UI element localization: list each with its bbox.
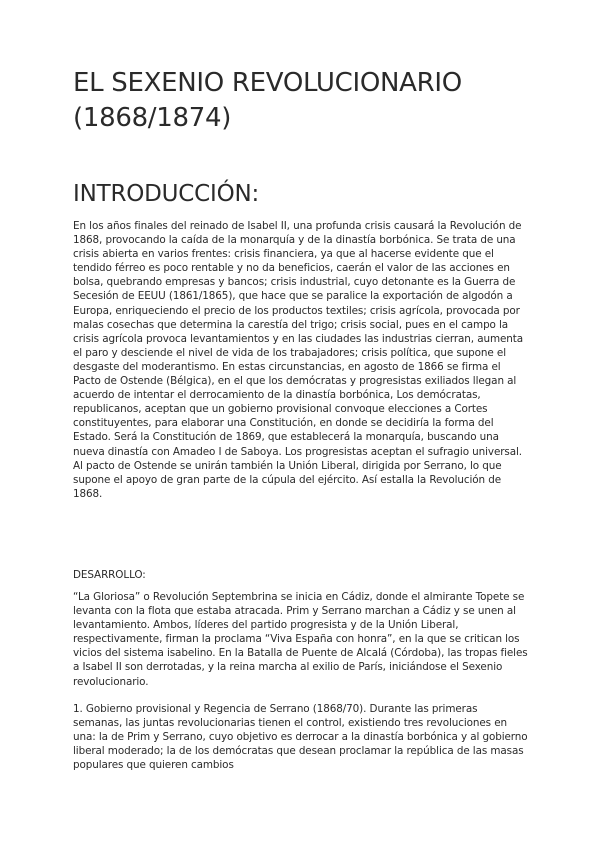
document-title: EL SEXENIO REVOLUCIONARIO (1868/1874) — [73, 68, 462, 133]
introduction-paragraph: En los años finales del reinado de Isabel II, una profunda crisis causará la Revolución de 1868, provocando la caída de la monarquía y de la dinastía borbónica. Se trata de una crisis abierta en varios frentes: crisis financiera, ya que al hacerse evidente que el tendido férreo es poco rentable y no da beneficios, caerán el valor de las acciones en bolsa, quebrando empresas y bancos; crisis industrial, cuyo detonante es la Guerra de Secesión de EEUU (1861/1865), que hace que se paralice la exportación de algodón a Europa, enriqueciendo el precio de los productos textiles; crisis agrícola, provocada por malas cosechas que determina la carestía del trigo; crisis social, pues en el campo la crisis agrícola provoca levantamientos y en las ciudades las industrias cierran, aumenta el paro y desciende el nivel de vida de los trabajadores; crisis política, que supone el desgaste del moderantismo. En estas circunstancias, en agosto de 1866 se firma el Pacto de Ostende (Bélgica), en el que los demócratas y progresistas exiliados llegan al acuerdo de intentar el derrocamiento de la dinastía borbónica, Los demócratas, republicanos, aceptan que un gobierno provisional convoque elecciones a Cortes constituyentes, para elaborar una Constitución, en donde se decidiría la forma del Estado. Será la Constitución de 1869, que establecerá la monarquía, buscando una nueva dinastía con Amadeo I de Saboya. Los progresistas aceptan el sufragio universal. Al pacto de Ostende se unirán también la Unión Liberal, dirigida por Serrano, lo que supone el apoyo de gran parte de la cúpula del ejército. Así estalla la Revolución de 1868. — [73, 220, 523, 500]
development-paragraph: “La Gloriosa” o Revolución Septembrina se inicia en Cádiz, donde el almirante Topete se levanta con la flota que estaba atracada. Prim y Serrano marchan a Cádiz y se unen al levantamiento. Ambos, líderes del partido progresista y de la Unión Liberal, respectivamente, firman la proclama “Viva España con honra”, en la que se critican los vicios del sistema isabelino. En la Batalla de Puente de Alcalá (Córdoba), las tropas fieles a Isabel II son derrotadas, y la reina marcha al exilio de París, iniciándose el Sexenio revolucionario. — [73, 591, 528, 688]
development-heading: DESARROLLO: — [73, 569, 146, 581]
development-paragraph: 1. Gobierno provisional y Regencia de Serrano (1868/70). Durante las primeras semanas, las juntas revolucionarias tienen el control, existiendo tres revoluciones en una: la de Prim y Serrano, cuyo objetivo es derrocar a la dinastía borbónica y al gobierno liberal moderado; la de los demócratas que desean proclamar la república de las masas populares que quieren cambios — [73, 703, 528, 772]
introduction-heading: INTRODUCCIÓN: — [73, 181, 260, 207]
